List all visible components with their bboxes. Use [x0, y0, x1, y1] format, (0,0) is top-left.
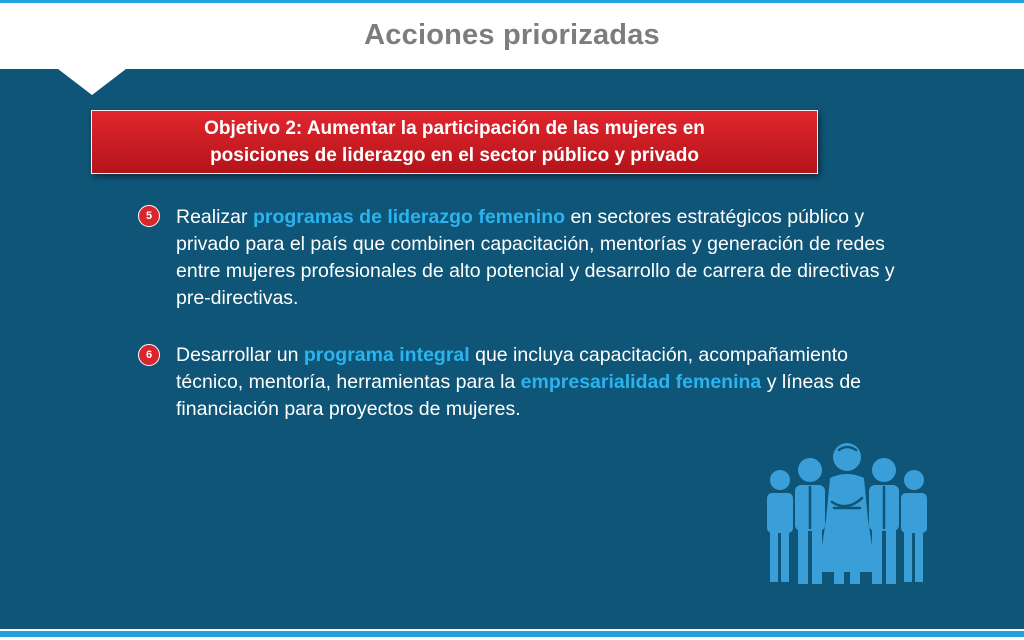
objective-line-2: posiciones de liderazgo en el sector público y privado: [210, 145, 699, 166]
action-number-badge: 6: [138, 344, 160, 366]
action-text: que incluya capacitación, acompañamiento técnico, mentoría, herramientas para la: [176, 344, 849, 393]
bottom-accent-line: [0, 629, 1024, 640]
action-highlight: programa integral: [303, 344, 470, 366]
action-text: Realizar: [176, 206, 253, 228]
action-text: en sectores estratégicos público y privado para el país que combinen capacitación, mentorías y generación de redes entre mujeres profesionales de alto potencial y desarrollo de carrera de directivas y pre-directivas.: [176, 206, 895, 309]
action-item-5: [176, 204, 906, 312]
action-text: Desarrollar un: [176, 344, 304, 366]
action-highlight: programas de liderazgo femenino: [252, 206, 566, 228]
group-of-women-icon: [764, 440, 932, 586]
header-bar: [0, 3, 1024, 69]
action-number-badge: 5: [138, 205, 160, 227]
action-highlight: empresarialidad femenina: [520, 371, 762, 393]
action-item-6: [176, 342, 906, 423]
page-title: Acciones priorizadas: [364, 19, 660, 51]
header-pointer: [58, 69, 126, 95]
action-text: y líneas de financiación para proyectos de mujeres.: [176, 371, 862, 420]
objective-line-1: Objetivo 2: Aumentar la participación de las mujeres en: [204, 118, 705, 139]
objective-banner: [91, 110, 818, 174]
